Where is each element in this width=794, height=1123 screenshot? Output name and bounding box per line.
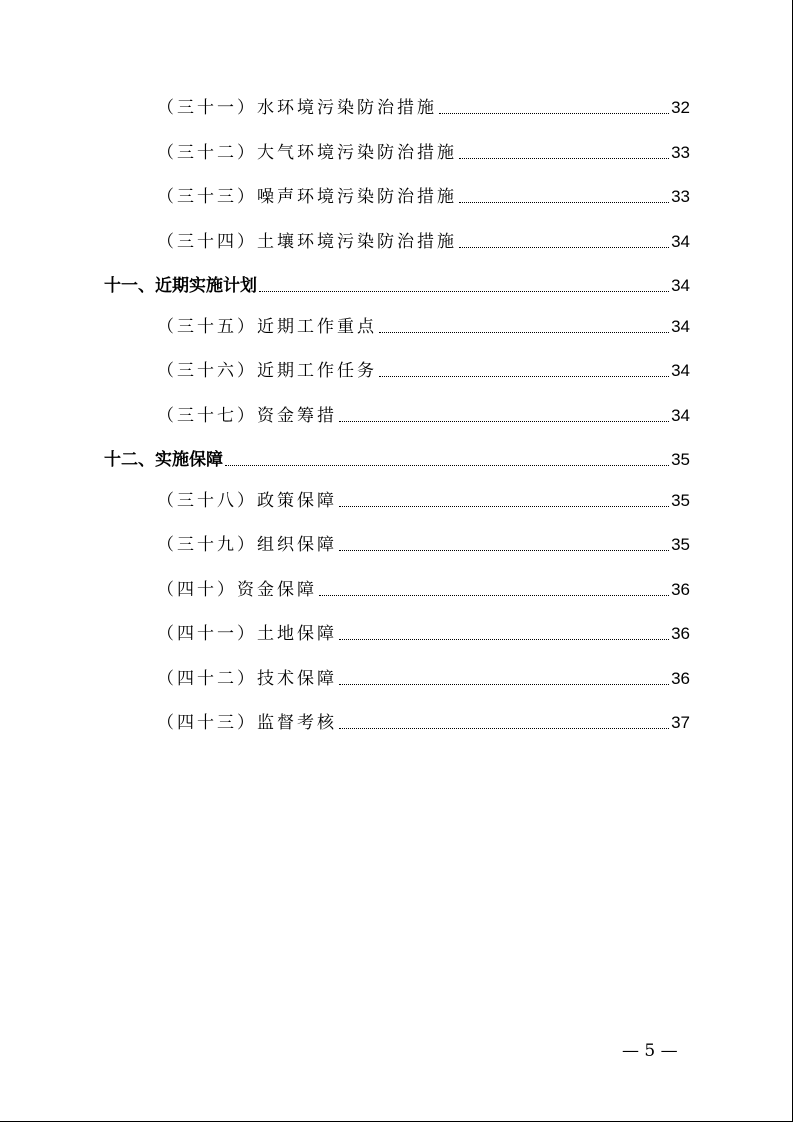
toc-dot-leader — [459, 202, 669, 203]
toc-entry-page: 34 — [671, 361, 690, 380]
toc-entry-title: （四十二）技术保障 — [157, 669, 337, 689]
toc-entry-title: （三十八）政策保障 — [157, 491, 337, 511]
toc-entry-title: （四十）资金保障 — [157, 580, 317, 600]
toc-dot-leader — [379, 332, 669, 333]
toc-entry-title: （三十一）水环境污染防治措施 — [157, 98, 437, 118]
toc-entry-title: （四十一）土地保障 — [157, 624, 337, 644]
toc-dot-leader — [439, 113, 669, 114]
toc-entry-title: （四十三）监督考核 — [157, 713, 337, 733]
toc-entry-43[interactable] — [157, 711, 690, 735]
toc-dot-leader — [339, 550, 669, 551]
toc-entry-page: 33 — [671, 187, 690, 206]
toc-entry-title: （三十七）资金筹措 — [157, 406, 337, 426]
toc-entry-36[interactable] — [157, 359, 690, 383]
toc-section-12[interactable] — [104, 448, 690, 472]
toc-dot-leader — [339, 728, 669, 729]
toc-dot-leader — [339, 421, 669, 422]
toc-section-11[interactable] — [104, 274, 690, 298]
toc-section-page: 34 — [671, 276, 690, 295]
toc-dot-leader — [259, 291, 669, 292]
toc-entry-page: 34 — [671, 406, 690, 425]
toc-entry-35[interactable] — [157, 315, 690, 339]
toc-entry-31[interactable] — [157, 96, 690, 120]
toc-entry-title: （三十四）土壤环境污染防治措施 — [157, 232, 457, 252]
toc-entry-42[interactable] — [157, 667, 690, 691]
toc-entry-title: （三十三）噪声环境污染防治措施 — [157, 187, 457, 207]
toc-entry-32[interactable] — [157, 141, 690, 165]
toc-entry-page: 34 — [671, 232, 690, 251]
toc-entry-page: 36 — [671, 580, 690, 599]
toc-dot-leader — [319, 595, 669, 596]
toc-entry-page: 35 — [671, 535, 690, 554]
toc-dot-leader — [339, 639, 669, 640]
toc-entry-38[interactable] — [157, 489, 690, 513]
toc-dot-leader — [339, 506, 669, 507]
toc-entry-33[interactable] — [157, 185, 690, 209]
toc-entry-page: 33 — [671, 143, 690, 162]
toc-entry-41[interactable] — [157, 622, 690, 646]
toc-dot-leader — [339, 684, 669, 685]
toc-entry-37[interactable] — [157, 404, 690, 428]
toc-section-title: 十一、近期实施计划 — [104, 276, 257, 296]
toc-entry-page: 37 — [671, 713, 690, 732]
toc-entry-page: 36 — [671, 669, 690, 688]
toc-section-title: 十二、实施保障 — [104, 450, 223, 470]
toc-entry-34[interactable] — [157, 230, 690, 254]
toc-entry-title: （三十六）近期工作任务 — [157, 361, 377, 381]
toc-section-page: 35 — [671, 450, 690, 469]
toc-entry-39[interactable] — [157, 533, 690, 557]
toc-dot-leader — [379, 376, 669, 377]
toc-dot-leader — [225, 465, 669, 466]
toc-entry-page: 35 — [671, 491, 690, 510]
toc-entry-title: （三十九）组织保障 — [157, 535, 337, 555]
toc-entry-page: 32 — [671, 98, 690, 117]
toc-entry-title: （三十二）大气环境污染防治措施 — [157, 143, 457, 163]
toc-entry-page: 34 — [671, 317, 690, 336]
page-number: — 5 — — [622, 1041, 678, 1061]
toc-entry-page: 36 — [671, 624, 690, 643]
toc-entry-title: （三十五）近期工作重点 — [157, 317, 377, 337]
toc-dot-leader — [459, 247, 669, 248]
toc-entry-40[interactable] — [157, 578, 690, 602]
toc-dot-leader — [459, 158, 669, 159]
